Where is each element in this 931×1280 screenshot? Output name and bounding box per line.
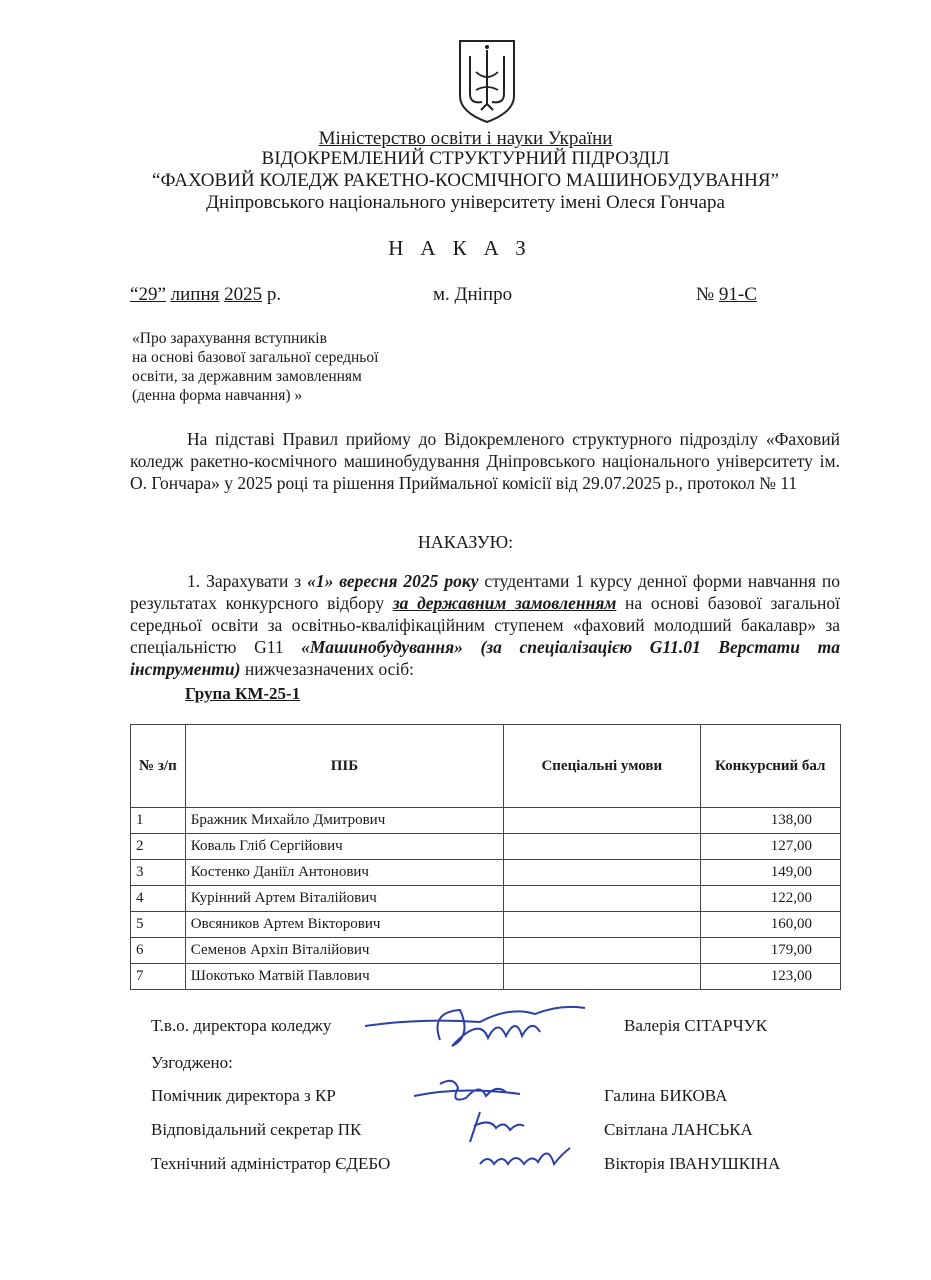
cell-num: 3 xyxy=(131,860,186,886)
director-name: Валерія СІТАРЧУК xyxy=(624,1016,768,1035)
table-header-row xyxy=(131,725,841,808)
date-open-quote: “ xyxy=(130,284,139,305)
order-date xyxy=(130,284,281,306)
group-title: Група КМ-25-1 xyxy=(185,684,301,703)
table-row xyxy=(131,964,841,990)
cell-conditions xyxy=(504,964,701,990)
enrollment-paragraph xyxy=(130,570,840,680)
header-num: № з/п xyxy=(131,725,186,808)
cell-name: Овсяников Артем Вікторович xyxy=(185,912,503,938)
unit-name: ВІДОКРЕМЛЕНИЙ СТРУКТУРНИЙ ПІДРОЗДІЛ xyxy=(261,148,670,169)
date-suffix: р. xyxy=(266,284,282,305)
approver-title-kr: Помічник директора з КР xyxy=(151,1086,336,1105)
decree-word: НАКАЗУЮ: xyxy=(417,532,514,552)
approver-signature-edebo xyxy=(476,1140,576,1176)
header-conditions: Спеціальні умови xyxy=(504,725,701,808)
approver-name-kr: Галина БИКОВА xyxy=(604,1086,728,1105)
subject-line: освіти, за державним замовленням xyxy=(132,368,362,385)
order-subject xyxy=(132,329,452,405)
approver-title-pk: Відповідальний секретар ПК xyxy=(151,1120,362,1139)
header-score: Конкурсний бал xyxy=(700,725,840,808)
cell-num: 5 xyxy=(131,912,186,938)
cell-num: 2 xyxy=(131,834,186,860)
table-row xyxy=(131,912,841,938)
university-name: Дніпровського національного університету імені Олеся Гончара xyxy=(206,192,725,213)
college-name: “ФАХОВИЙ КОЛЕДЖ РАКЕТНО-КОСМІЧНОГО МАШИНОБУДУВАННЯ” xyxy=(152,170,779,191)
cell-conditions xyxy=(504,886,701,912)
cell-conditions xyxy=(504,808,701,834)
order-number-prefix: № xyxy=(696,284,715,305)
preamble-paragraph: На підставі Правил прийому до Відокремленого структурного підрозділу «Фаховий коледж ракетно-космічного машинобудування Дніпровського національного університету ім. О. Гончара» у 2025 році та рішення Приймальної комісії від 29.07.2025 р., протокол № 11 xyxy=(130,429,840,493)
cell-conditions xyxy=(504,834,701,860)
cell-num: 7 xyxy=(131,964,186,990)
table-row xyxy=(131,886,841,912)
cell-conditions xyxy=(504,912,701,938)
cell-name: Курінний Артем Віталійович xyxy=(185,886,503,912)
cell-num: 1 xyxy=(131,808,186,834)
agreed-label: Узгоджено: xyxy=(151,1053,233,1072)
cell-score: 149,00 xyxy=(700,860,840,886)
cell-score: 138,00 xyxy=(700,808,840,834)
cell-name: Коваль Гліб Сергійович xyxy=(185,834,503,860)
item1-part2: студентами 1 курсу денної форми навчання по результатах конкурсного відбору xyxy=(130,571,841,613)
director-title: Т.в.о. директора коледжу xyxy=(151,1016,332,1035)
specialty-phrase: «Машинобудування» (за спеціалізацією G11.01 Верстати та інструменти) xyxy=(130,637,840,679)
enrollment-date: «1» вересня 2025 року xyxy=(307,571,479,591)
order-title: НАКАЗ xyxy=(388,236,543,260)
coat-of-arms-emblem xyxy=(456,38,518,124)
item1-part1: 1. Зарахувати з xyxy=(187,571,308,591)
table-row xyxy=(131,938,841,964)
subject-line: (денна форма навчання) » xyxy=(132,387,303,404)
order-city: м. Дніпро xyxy=(433,284,513,305)
cell-conditions xyxy=(504,938,701,964)
header-name: ПІБ xyxy=(185,725,503,808)
approver-name-pk: Світлана ЛАНСЬКА xyxy=(604,1120,753,1139)
date-year: 2025 xyxy=(224,284,263,305)
item1-part4: нижчезазначених осіб: xyxy=(240,659,415,679)
applicants-table xyxy=(130,724,841,990)
cell-score: 179,00 xyxy=(700,938,840,964)
date-month: липня xyxy=(170,284,220,305)
subject-line: на основі базової загальної середньої xyxy=(132,349,379,366)
table-row xyxy=(131,808,841,834)
director-signature xyxy=(360,996,590,1056)
cell-name: Шокотько Матвій Павлович xyxy=(185,964,503,990)
state-order-phrase: за державним замовленням xyxy=(392,593,617,613)
date-close-quote: ” xyxy=(157,284,166,305)
cell-score: 160,00 xyxy=(700,912,840,938)
cell-score: 127,00 xyxy=(700,834,840,860)
table-row xyxy=(131,860,841,886)
cell-score: 123,00 xyxy=(700,964,840,990)
approver-title-edebo: Технічний адміністратор ЄДЕБО xyxy=(151,1154,391,1173)
cell-name: Бражник Михайло Дмитрович xyxy=(185,808,503,834)
subject-line: «Про зарахування вступників xyxy=(132,330,327,347)
approver-name-edebo: Вікторія ІВАНУШКІНА xyxy=(604,1154,781,1173)
cell-name: Семенов Архіп Віталійович xyxy=(185,938,503,964)
ministry-name: Міністерство освіти і науки України xyxy=(318,128,613,149)
cell-name: Костенко Даніїл Антонович xyxy=(185,860,503,886)
cell-score: 122,00 xyxy=(700,886,840,912)
table-row xyxy=(131,834,841,860)
cell-num: 6 xyxy=(131,938,186,964)
item1-part3: на основі базової загальної середньої освіти за освітньо-кваліфікаційним ступенем «фаховий молодший бакалавр» за спеціальністю G11 xyxy=(130,593,840,657)
cell-conditions xyxy=(504,860,701,886)
order-number-value: 91-С xyxy=(718,284,757,305)
date-day: 29 xyxy=(138,284,158,305)
order-number xyxy=(696,284,757,306)
cell-num: 4 xyxy=(131,886,186,912)
